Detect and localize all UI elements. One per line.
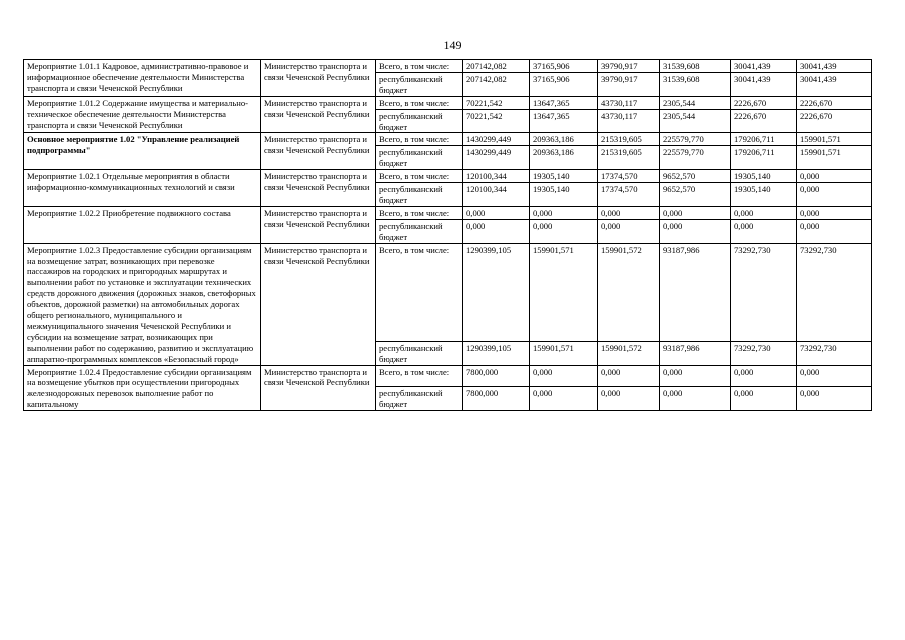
amount-cell: 0,000 xyxy=(598,387,660,411)
amount-cell: 43730,117 xyxy=(598,96,660,109)
table-row xyxy=(24,96,872,109)
amount-cell: 19305,140 xyxy=(731,170,797,183)
amount-cell: 0,000 xyxy=(530,387,598,411)
amount-cell: 2226,670 xyxy=(797,109,872,133)
amount-cell: 43730,117 xyxy=(598,109,660,133)
amount-cell: 39790,917 xyxy=(598,60,660,73)
amount-cell: 9652,570 xyxy=(660,170,731,183)
activity-name: Мероприятие 1.02.3 Предоставление субсидии организациям на возмещение затрат, возникающих при перевозке пассажиров на городских и пригородных маршрутах и выполнении работ по установке и эксплуатации технических средств дорожного движения (дорожных знаков, светофорных объектов, дорожной разметки) на автомобильных дорогах общего регионального, муниципального и межмуниципального значения Чеченской Республики и субсидии на возмещение затрат, возникающих при выполнении работ по содержанию, развитию и эксплуатацию аппаратно-программных комплексов «Безопасный город» xyxy=(24,243,261,365)
amount-cell: 93187,986 xyxy=(660,243,731,341)
amount-cell: 0,000 xyxy=(731,387,797,411)
amount-cell: 19305,140 xyxy=(530,183,598,207)
amount-cell: 159901,571 xyxy=(797,146,872,170)
amount-cell: 159901,572 xyxy=(598,341,660,365)
amount-cell: 0,000 xyxy=(530,219,598,243)
amount-cell: 207142,082 xyxy=(463,72,530,96)
amount-cell: 30041,439 xyxy=(797,60,872,73)
activity-name: Мероприятие 1.02.4 Предоставление субсидии организациям на возмещение убытков при осуществлении пригородных железнодорожных перевозок выполнение работ по капитальному xyxy=(24,365,261,411)
amount-cell: 2226,670 xyxy=(731,109,797,133)
amount-cell: 0,000 xyxy=(598,365,660,387)
amount-cell: 30041,439 xyxy=(731,72,797,96)
activity-name: Мероприятие 1.01.2 Содержание имущества и материально-техническое обеспечение деятельности Министерства транспорта и связи Чеченской Республики xyxy=(24,96,261,133)
amount-cell: 0,000 xyxy=(530,365,598,387)
amount-cell: 0,000 xyxy=(797,365,872,387)
amount-cell: 0,000 xyxy=(797,219,872,243)
amount-cell: 37165,906 xyxy=(530,60,598,73)
amount-cell: 209363,186 xyxy=(530,146,598,170)
activity-name: Мероприятие 1.02.1 Отдельные мероприятия в области информационно-коммуникационных технологий и связи xyxy=(24,170,261,207)
amount-cell: 120100,344 xyxy=(463,170,530,183)
amount-cell: 215319,605 xyxy=(598,146,660,170)
amount-cell: 225579,770 xyxy=(660,133,731,146)
amount-cell: 31539,608 xyxy=(660,72,731,96)
funding-source: республиканский бюджет xyxy=(376,387,463,411)
amount-cell: 93187,986 xyxy=(660,341,731,365)
funding-source: Всего, в том числе: xyxy=(376,365,463,387)
amount-cell: 17374,570 xyxy=(598,183,660,207)
executor-name: Министерство транспорта и связи Чеченской Республики xyxy=(261,60,376,97)
amount-cell: 7800,000 xyxy=(463,387,530,411)
amount-cell: 0,000 xyxy=(797,183,872,207)
amount-cell: 209363,186 xyxy=(530,133,598,146)
amount-cell: 0,000 xyxy=(660,206,731,219)
executor-name: Министерство транспорта и связи Чеченской Республики xyxy=(261,365,376,411)
amount-cell: 70221,542 xyxy=(463,109,530,133)
amount-cell: 1430299,449 xyxy=(463,133,530,146)
executor-name: Министерство транспорта и связи Чеченской Республики xyxy=(261,243,376,365)
amount-cell: 0,000 xyxy=(598,206,660,219)
amount-cell: 0,000 xyxy=(463,219,530,243)
amount-cell: 159901,571 xyxy=(797,133,872,146)
amount-cell: 1290399,105 xyxy=(463,243,530,341)
funding-source: Всего, в том числе: xyxy=(376,243,463,341)
amount-cell: 70221,542 xyxy=(463,96,530,109)
amount-cell: 39790,917 xyxy=(598,72,660,96)
amount-cell: 2305,544 xyxy=(660,109,731,133)
funding-source: Всего, в том числе: xyxy=(376,60,463,73)
funding-source: Всего, в том числе: xyxy=(376,133,463,146)
funding-source: республиканский бюджет xyxy=(376,146,463,170)
amount-cell: 73292,730 xyxy=(797,243,872,341)
budget-table xyxy=(23,59,872,411)
activity-name: Основное мероприятие 1.02 "Управление реализацией подпрограммы" xyxy=(24,133,261,170)
activity-name: Мероприятие 1.02.2 Приобретение подвижного состава xyxy=(24,206,261,243)
amount-cell: 0,000 xyxy=(463,206,530,219)
amount-cell: 19305,140 xyxy=(530,170,598,183)
funding-source: республиканский бюджет xyxy=(376,219,463,243)
amount-cell: 0,000 xyxy=(797,170,872,183)
page-number: 149 xyxy=(443,38,462,52)
amount-cell: 30041,439 xyxy=(797,72,872,96)
amount-cell: 159901,571 xyxy=(530,341,598,365)
amount-cell: 0,000 xyxy=(797,206,872,219)
table-row xyxy=(24,365,872,387)
table-row xyxy=(24,206,872,219)
amount-cell: 0,000 xyxy=(660,365,731,387)
amount-cell: 0,000 xyxy=(660,219,731,243)
amount-cell: 0,000 xyxy=(598,219,660,243)
amount-cell: 0,000 xyxy=(660,387,731,411)
amount-cell: 2305,544 xyxy=(660,96,731,109)
table-row xyxy=(24,170,872,183)
amount-cell: 31539,608 xyxy=(660,60,731,73)
funding-source: республиканский бюджет xyxy=(376,341,463,365)
funding-source: республиканский бюджет xyxy=(376,183,463,207)
amount-cell: 2226,670 xyxy=(731,96,797,109)
amount-cell: 37165,906 xyxy=(530,72,598,96)
amount-cell: 19305,140 xyxy=(731,183,797,207)
amount-cell: 1430299,449 xyxy=(463,146,530,170)
table-row xyxy=(24,243,872,341)
amount-cell: 159901,571 xyxy=(530,243,598,341)
amount-cell: 13647,365 xyxy=(530,96,598,109)
funding-source: Всего, в том числе: xyxy=(376,96,463,109)
funding-source: Всего, в том числе: xyxy=(376,206,463,219)
table-row xyxy=(24,60,872,73)
amount-cell: 179206,711 xyxy=(731,146,797,170)
amount-cell: 1290399,105 xyxy=(463,341,530,365)
activity-name: Мероприятие 1.01.1 Кадровое, административно-правовое и информационное обеспечение деятельности Министерства транспорта и связи Чеченской Республики xyxy=(24,60,261,97)
amount-cell: 0,000 xyxy=(530,206,598,219)
amount-cell: 9652,570 xyxy=(660,183,731,207)
amount-cell: 2226,670 xyxy=(797,96,872,109)
amount-cell: 225579,770 xyxy=(660,146,731,170)
amount-cell: 73292,730 xyxy=(731,341,797,365)
funding-source: республиканский бюджет xyxy=(376,109,463,133)
amount-cell: 30041,439 xyxy=(731,60,797,73)
amount-cell: 7800,000 xyxy=(463,365,530,387)
amount-cell: 0,000 xyxy=(731,365,797,387)
amount-cell: 0,000 xyxy=(731,219,797,243)
amount-cell: 73292,730 xyxy=(797,341,872,365)
executor-name: Министерство транспорта и связи Чеченской Республики xyxy=(261,170,376,207)
amount-cell: 0,000 xyxy=(797,387,872,411)
executor-name: Министерство транспорта и связи Чеченской Республики xyxy=(261,133,376,170)
amount-cell: 179206,711 xyxy=(731,133,797,146)
amount-cell: 215319,605 xyxy=(598,133,660,146)
executor-name: Министерство транспорта и связи Чеченской Республики xyxy=(261,96,376,133)
amount-cell: 17374,570 xyxy=(598,170,660,183)
amount-cell: 159901,572 xyxy=(598,243,660,341)
amount-cell: 0,000 xyxy=(731,206,797,219)
amount-cell: 13647,365 xyxy=(530,109,598,133)
funding-source: Всего, в том числе: xyxy=(376,170,463,183)
amount-cell: 207142,082 xyxy=(463,60,530,73)
executor-name: Министерство транспорта и связи Чеченской Республики xyxy=(261,206,376,243)
amount-cell: 120100,344 xyxy=(463,183,530,207)
funding-source: республиканский бюджет xyxy=(376,72,463,96)
amount-cell: 73292,730 xyxy=(731,243,797,341)
table-row xyxy=(24,133,872,146)
